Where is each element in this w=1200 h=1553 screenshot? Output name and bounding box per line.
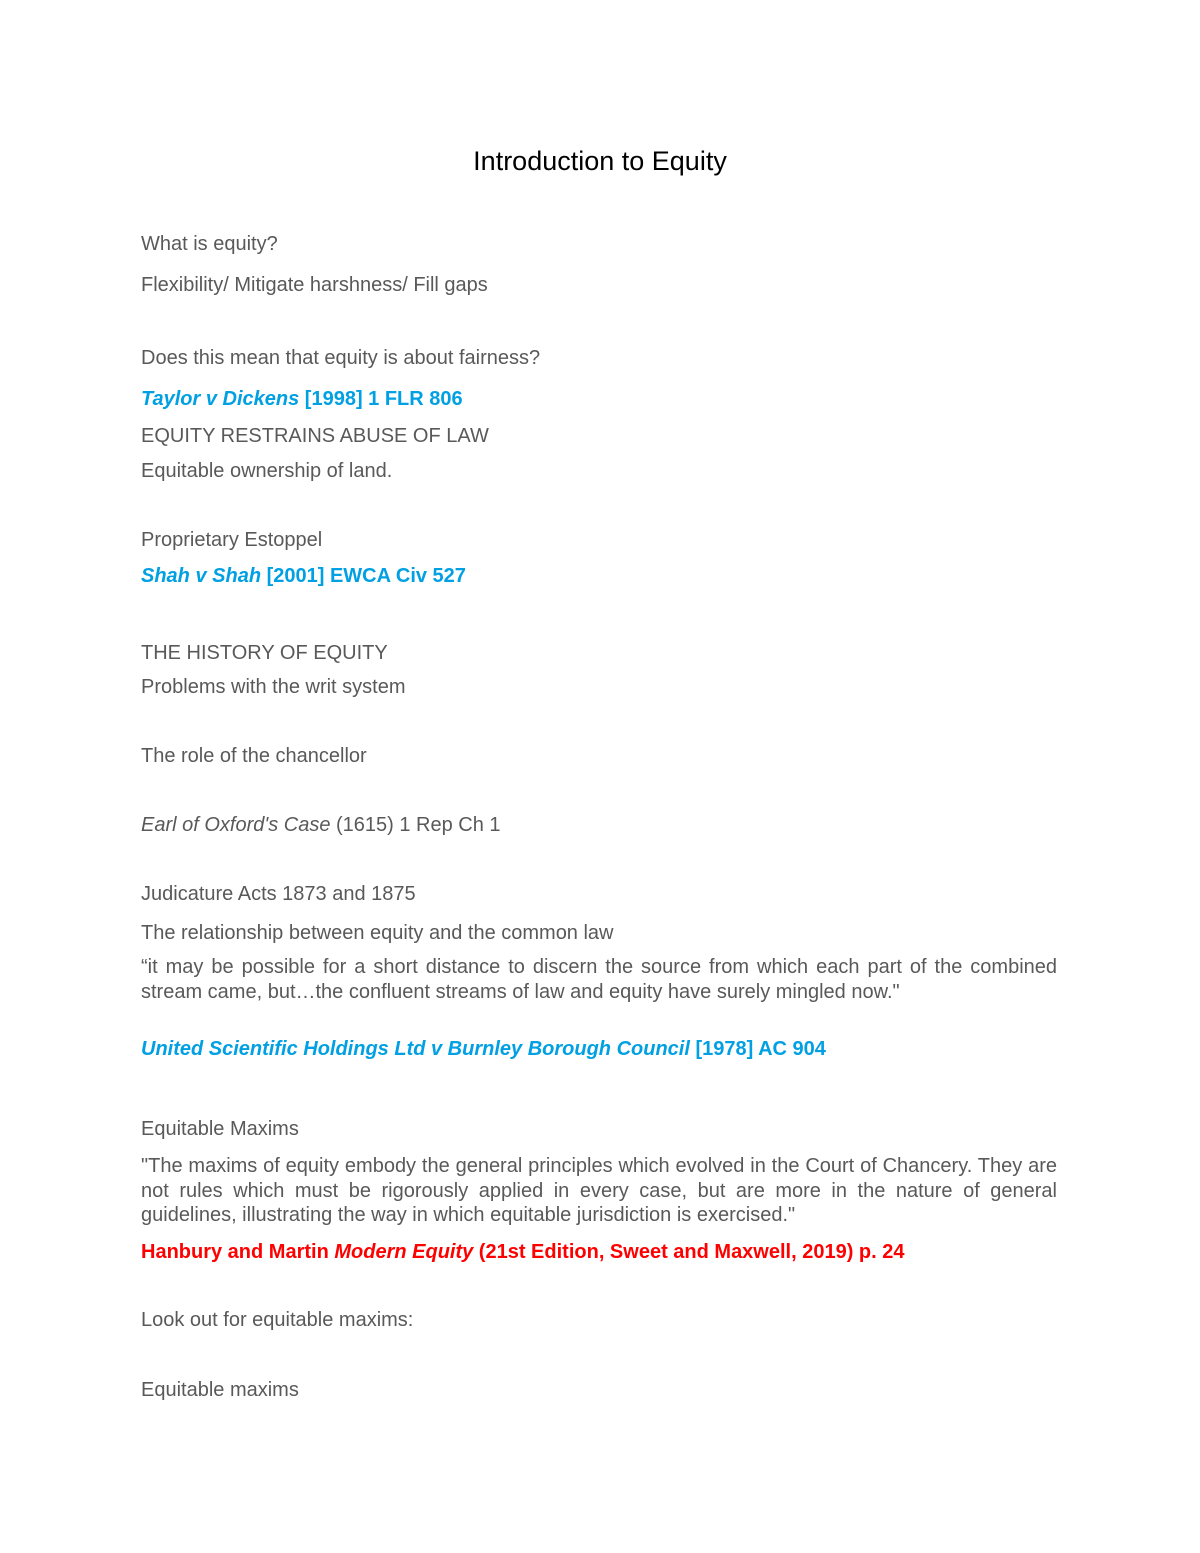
- case-united-scientific: [141, 1037, 826, 1061]
- reference-details: (21st Edition, Sweet and Maxwell, 2019) p. 24: [473, 1241, 905, 1263]
- reference-book-title: Modern Equity: [334, 1241, 474, 1263]
- history-heading: THE HISTORY OF EQUITY: [141, 642, 388, 664]
- case-name: Earl of Oxford's Case: [141, 814, 331, 836]
- maxims-final-line: Equitable maxims: [141, 1379, 299, 1401]
- maxims-heading: Equitable Maxims: [141, 1118, 299, 1140]
- case-shah-v-shah: [141, 564, 466, 588]
- relationship-line: The relationship between equity and the common law: [141, 922, 614, 944]
- reference-authors: Hanbury and Martin: [141, 1241, 335, 1263]
- chancellor-line: The role of the chancellor: [141, 745, 367, 767]
- case-citation: (1615) 1 Rep Ch 1: [330, 814, 501, 836]
- case-name: Shah v Shah: [141, 565, 262, 587]
- restrains-line: EQUITY RESTRAINS ABUSE OF LAW: [141, 425, 489, 447]
- maxims-quote: "The maxims of equity embody the general principles which evolved in the Court of Chancery. They are not rules which must be rigorously applied in every case, but are more in the nature of general guidelines, illustrating the way in which equitable jurisdiction is exercised.": [141, 1155, 1057, 1226]
- estoppel-line: Proprietary Estoppel: [141, 529, 323, 551]
- ownership-line: Equitable ownership of land.: [141, 460, 393, 482]
- question-what-is-equity: What is equity?: [141, 233, 278, 255]
- case-name: United Scientific Holdings Ltd v Burnley Borough Council: [141, 1038, 690, 1060]
- reference-hanbury-martin: [141, 1240, 905, 1264]
- writ-line: Problems with the writ system: [141, 676, 406, 698]
- case-citation: [1998] 1 FLR 806: [299, 388, 463, 410]
- lookout-line: Look out for equitable maxims:: [141, 1309, 414, 1331]
- judicature-line: Judicature Acts 1873 and 1875: [141, 883, 416, 905]
- flexibility-line: Flexibility/ Mitigate harshness/ Fill gaps: [141, 274, 488, 296]
- question-fairness: Does this mean that equity is about fairness?: [141, 347, 541, 369]
- case-citation: [1978] AC 904: [689, 1038, 826, 1060]
- case-taylor-v-dickens: [141, 387, 463, 411]
- case-earl-of-oxford: [141, 813, 501, 837]
- case-citation: [2001] EWCA Civ 527: [261, 565, 466, 587]
- stream-quote: “it may be possible for a short distance to discern the source from which each part of the combined stream came, but…the confluent streams of law and equity have surely mingled now.": [141, 956, 1057, 1003]
- document-title: Introduction to Equity: [473, 146, 727, 176]
- case-name: Taylor v Dickens: [141, 388, 300, 410]
